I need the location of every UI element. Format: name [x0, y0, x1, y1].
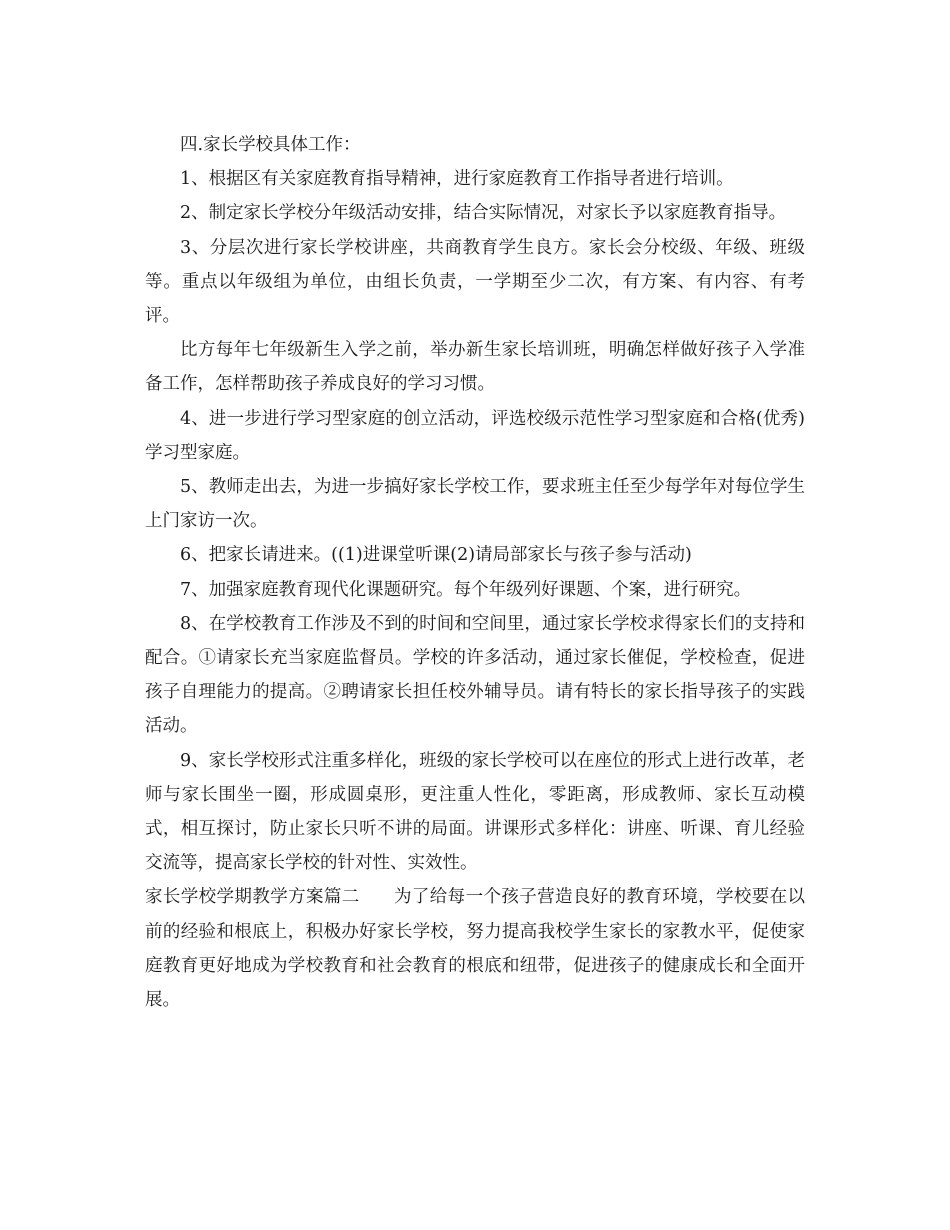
paragraph-item-3: 3、分层次进行家长学校讲座，共商教育学生良方。家长会分校级、年级、班级等。重点以年级组为单位，由组长负责，一学期至少二次，有方案、有内容、有考评。: [145, 237, 805, 327]
document-page: [145, 128, 805, 1017]
paragraph-item-5: 5、教师走出去，为进一步搞好家长学校工作，要求班主任至少每学年对每位学生上门家访一次。: [145, 477, 805, 532]
paragraph-item-7: 7、加强家庭教育现代化课题研究。每个年级列好课题、个案，进行研究。: [180, 579, 752, 600]
section-two-paragraph: [145, 880, 805, 1017]
paragraph-item-4: 4、进一步进行学习型家庭的创立活动，评选校级示范性学习型家庭和合格(优秀)学习型家庭。: [145, 408, 805, 463]
section-two-title: 家长学校学期教学方案篇二: [145, 887, 360, 908]
paragraph-item-2: 2、制定家长学校分年级活动安排，结合实际情况，对家长予以家庭教育指导。: [180, 203, 787, 224]
section-heading-four: 四.家长学校具体工作：: [180, 135, 361, 155]
paragraph-item-6: 6、把家长请进来。((1)进课堂听课(2)请局部家长与孩子参与活动): [180, 545, 692, 566]
paragraph-example: 比方每年七年级新生入学之前，举办新生家长培训班，明确怎样做好孩子入学准备工作，怎样帮助孩子养成良好的学习习惯。: [145, 340, 805, 395]
paragraph-item-9: 9、家长学校形式注重多样化，班级的家长学校可以在座位的形式上进行改革，老师与家长围坐一圈，形成圆桌形，更注重人性化，零距离，形成教师、家长互动模式，相互探讨，防止家长只听不讲的局面。讲课形式多样化：讲座、听课、育儿经验交流等，提高家长学校的针对性、实效性。: [145, 750, 805, 874]
paragraph-item-8: 8、在学校教育工作涉及不到的时间和空间里，通过家长学校求得家长们的支持和配合。①请家长充当家庭监督员。学校的许多活动，通过家长催促，学校检查，促进孩子自理能力的提高。②聘请家长担任校外辅导员。请有特长的家长指导孩子的实践活动。: [145, 613, 805, 737]
section-two-body: 为了给每一个孩子营造良好的教育环境，学校要在以前的经验和根底上，积极办好家长学校，努力提高我校学生家长的家教水平，促使家庭教育更好地成为学校教育和社会教育的根底和纽带，促进孩子的健康成长和全面开展。: [145, 887, 806, 1011]
paragraph-item-1: 1、根据区有关家庭教育指导精神，进行家庭教育工作指导者进行培训。: [180, 169, 734, 190]
